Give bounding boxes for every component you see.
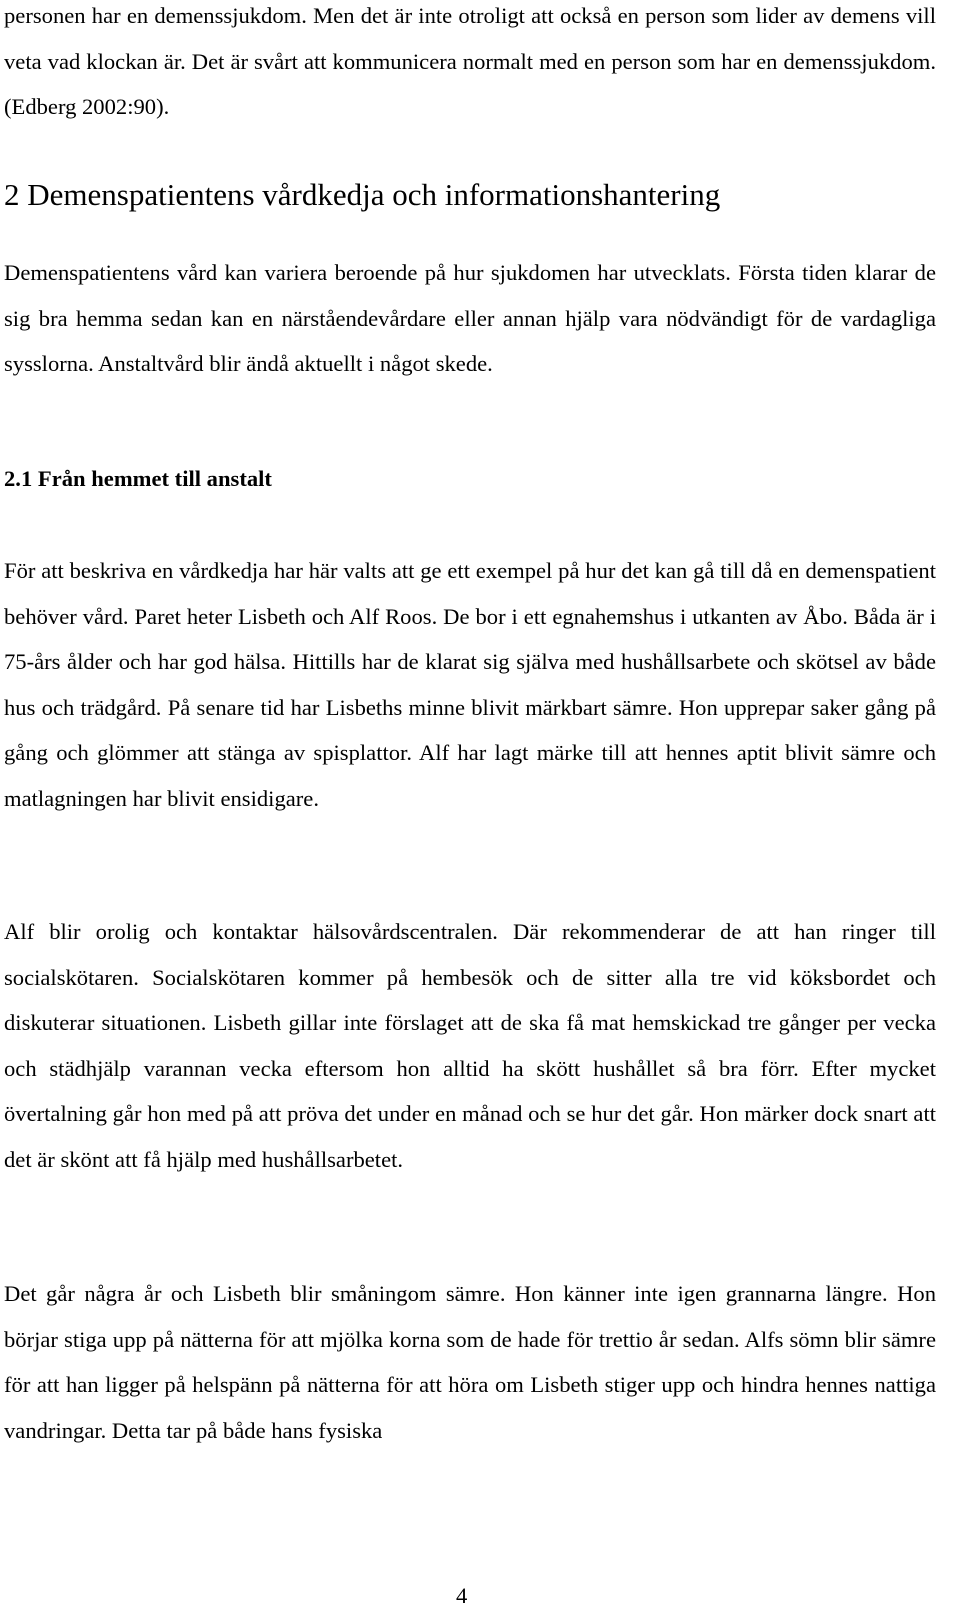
section-2-1-paragraph-3: Det går några år och Lisbeth blir småningom sämre. Hon känner inte igen grannarna längre. Hon börjar stiga upp på nätterna för att mjölka korna som de hade för trettio år sedan. Alfs sömn blir sämre för att han ligger på helspänn på nätterna för att höra om Lisbeth stiger upp och hindra hennes nattiga vandringar. Detta tar på både hans fysiska [4, 1281, 936, 1443]
page-number: 4 [456, 1583, 468, 1608]
section-2-paragraph: Demenspatientens vård kan variera beroende på hur sjukdomen har utvecklats. Första tiden klarar de sig bra hemma sedan kan en närståendevårdare eller annan hjälp vara nödvändigt för de vardagliga sysslorna. Anstaltvård blir ändå aktuellt i något skede. [4, 260, 936, 377]
section-2-heading: 2 Demenspatientens vårdkedja och informationshantering [4, 177, 721, 212]
section-2-1-heading: 2.1 Från hemmet till anstalt [4, 466, 272, 491]
section-2-1-paragraph-3-block [4, 1271, 936, 1453]
intro-paragraph: personen har en demenssjukdom. Men det är inte otroligt att också en person som lider av demens vill veta vad klockan är. Det är svårt att kommunicera normalt med en person som har en demenssjukdom. (Edberg 2002:90). [4, 3, 936, 120]
section-2-1-paragraph-1: För att beskriva en vårdkedja har här valts att ge ett exempel på hur det kan gå till då en demenspatient behöver vård. Paret heter Lisbeth och Alf Roos. De bor i ett egnahemshus i utkanten av Åbo. Båda är i 75-års ålder och har god hälsa. Hittills har de klarat sig själva med hushållsarbete och skötsel av både hus och trädgård. På senare tid har Lisbeths minne blivit märkbart sämre. Hon upprepar saker gång på gång och glömmer att stänga av spisplattor. Alf har lagt märke till att hennes aptit blivit sämre och matlagningen har blivit ensidigare. [4, 558, 936, 811]
section-2-block [4, 250, 936, 387]
section-2-1-paragraph-2-block [4, 909, 936, 1183]
section-2-1-paragraph-2: Alf blir orolig och kontaktar hälsovårdscentralen. Där rekommenderar de att han ringer till socialskötaren. Socialskötaren kommer på hembesök och de sitter alla tre vid köksbordet och diskuterar situationen. Lisbeth gillar inte förslaget att de ska få mat hemskickad tre gånger per vecka och städhjälp varannan vecka eftersom hon alltid ha skött hushållet så bra förr. Efter mycket övertalning går hon med på att pröva det under en månad och se hur det går. Hon märker dock snart att det är skönt att få hjälp med hushållsarbetet. [4, 919, 936, 1172]
section-2-1-paragraph-1-block [4, 548, 936, 822]
intro-block [4, 0, 936, 130]
